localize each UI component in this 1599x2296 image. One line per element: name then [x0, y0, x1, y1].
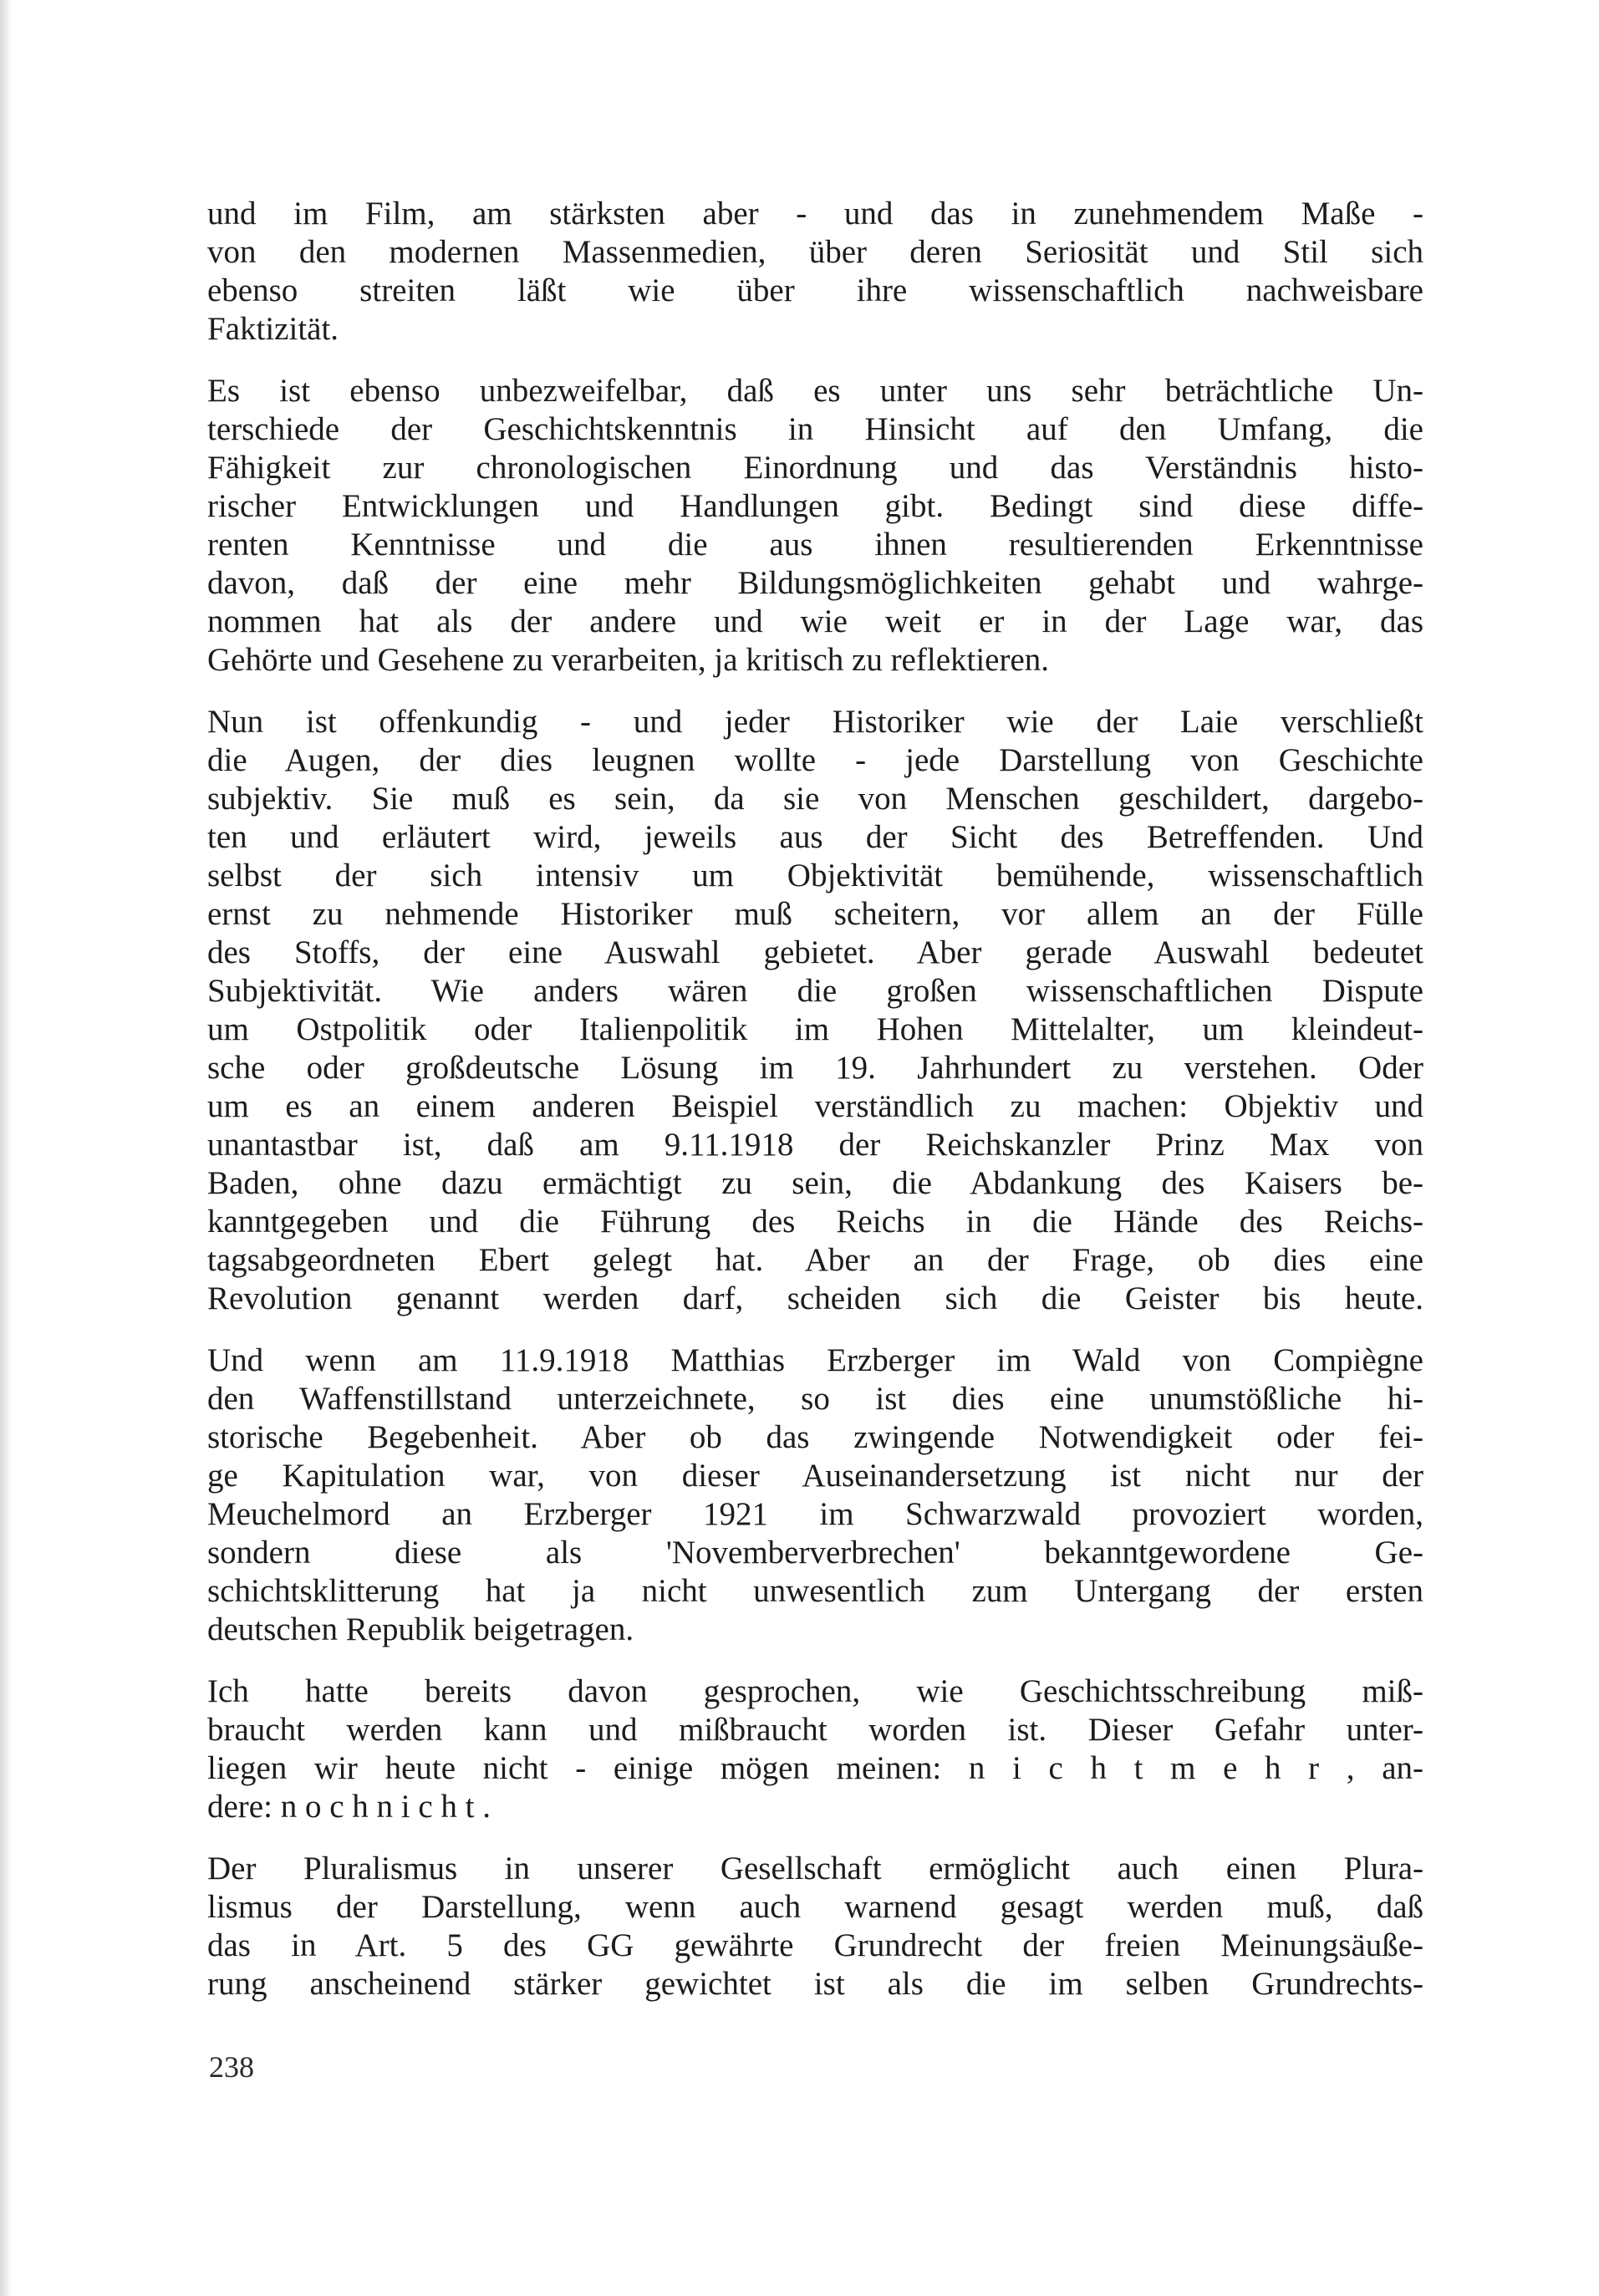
text-line: das in Art. 5 des GG gewährte Grundrecht der freien Meinungsäuße- [207, 1927, 1423, 1963]
text-line: Es ist ebenso unbezweifelbar, daß es unter uns sehr beträchtliche Un- [207, 373, 1423, 409]
body-text [207, 195, 1423, 2027]
text-line: Revolution genannt werden darf, scheiden sich die Geister bis heute. [207, 1280, 1423, 1316]
text-line: des Stoffs, der eine Auswahl gebietet. Aber gerade Auswahl bedeutet [207, 934, 1423, 970]
page-number: 238 [209, 2050, 254, 2084]
page-edge-shadow [0, 0, 12, 2296]
text-line: und im Film, am stärksten aber - und das in zunehmendem Maße - [207, 196, 1423, 232]
paragraph-1 [207, 195, 1423, 349]
text-line: ten und erläutert wird, jeweils aus der Sicht des Betreffenden. Und [207, 819, 1423, 855]
text-line: selbst der sich intensiv um Objektivität bemühende, wissenschaftlich [207, 858, 1423, 893]
text-line: Baden, ohne dazu ermächtigt zu sein, die Abdankung des Kaisers be- [207, 1165, 1423, 1201]
text-line: Subjektivität. Wie anders wären die großen wissenschaftlichen Dispute [207, 973, 1423, 1009]
text-line: ebenso streiten läßt wie über ihre wissenschaftlich nachweisbare [207, 272, 1423, 308]
text-line: rung anscheinend stärker gewichtet ist als die im selben Grundrechts- [207, 1966, 1423, 2002]
text-line: sondern diese als 'Novemberverbrechen' bekanntgewordene Ge- [207, 1535, 1423, 1571]
text-line: nommen hat als der andere und wie weit er in der Lage war, das [207, 603, 1423, 639]
text-line: davon, daß der eine mehr Bildungsmöglichkeiten gehabt und wahrge- [207, 565, 1423, 601]
paragraph-4 [207, 1341, 1423, 1649]
paragraph-5 [207, 1672, 1423, 1826]
text-line: sche oder großdeutsche Lösung im 19. Jahrhundert zu verstehen. Oder [207, 1050, 1423, 1086]
paragraph-6 [207, 1850, 1423, 2003]
text-line: rischer Entwicklungen und Handlungen gibt. Bedingt sind diese diffe- [207, 488, 1423, 524]
text-line: ge Kapitulation war, von dieser Auseinandersetzung ist nicht nur der [207, 1458, 1423, 1494]
text-line: Fähigkeit zur chronologischen Einordnung und das Verständnis histo- [207, 450, 1423, 486]
text-line: renten Kenntnisse und die aus ihnen resultierenden Erkenntnisse [207, 527, 1423, 563]
text-line: unantastbar ist, daß am 9.11.1918 der Reichskanzler Prinz Max von [207, 1127, 1423, 1163]
text-line: dere: n o c h n i c h t . [207, 1789, 491, 1825]
text-line: Ich hatte bereits davon gesprochen, wie Geschichtsschreibung miß- [207, 1673, 1423, 1709]
paragraph-3 [207, 703, 1423, 1318]
text-line: schichtsklitterung hat ja nicht unwesentlich zum Untergang der ersten [207, 1573, 1423, 1609]
text-line: ernst zu nehmende Historiker muß scheitern, vor allem an der Fülle [207, 896, 1423, 932]
text-line: Gehörte und Gesehene zu verarbeiten, ja kritisch zu reflektieren. [207, 642, 1050, 678]
text-line: lismus der Darstellung, wenn auch warnend gesagt werden muß, daß [207, 1889, 1423, 1925]
text-line: von den modernen Massenmedien, über deren Seriosität und Stil sich [207, 234, 1423, 270]
text-line: storische Begebenheit. Aber ob das zwingende Notwendigkeit oder fei- [207, 1419, 1423, 1455]
text-line: Und wenn am 11.9.1918 Matthias Erzberger im Wald von Compiègne [207, 1342, 1423, 1378]
text-line: Der Pluralismus in unserer Gesellschaft ermöglicht auch einen Plura- [207, 1851, 1423, 1886]
text-line: deutschen Republik beigetragen. [207, 1611, 634, 1647]
text-line: kanntgegeben und die Führung des Reichs in die Hände des Reichs- [207, 1204, 1423, 1240]
text-line: terschiede der Geschichtskenntnis in Hinsicht auf den Umfang, die [207, 411, 1423, 447]
text-line: subjektiv. Sie muß es sein, da sie von Menschen geschildert, dargebo- [207, 781, 1423, 817]
text-line: um es an einem anderen Beispiel verständlich zu machen: Objektiv und [207, 1088, 1423, 1124]
text-line: braucht werden kann und mißbraucht worden ist. Dieser Gefahr unter- [207, 1712, 1423, 1748]
text-line: Faktizität. [207, 311, 339, 347]
text-line: den Waffenstillstand unterzeichnete, so ist dies eine unumstößliche hi- [207, 1381, 1423, 1417]
text-line: liegen wir heute nicht - einige mögen meinen: n i c h t m e h r , an- [207, 1750, 1423, 1786]
text-line: um Ostpolitik oder Italienpolitik im Hohen Mittelalter, um kleindeut- [207, 1011, 1423, 1047]
paragraph-2 [207, 372, 1423, 680]
text-line: tagsabgeordneten Ebert gelegt hat. Aber an der Frage, ob dies eine [207, 1242, 1423, 1278]
text-line: die Augen, der dies leugnen wollte - jede Darstellung von Geschichte [207, 742, 1423, 778]
text-line: Nun ist offenkundig - und jeder Historiker wie der Laie verschließt [207, 704, 1423, 740]
text-line: Meuchelmord an Erzberger 1921 im Schwarzwald provoziert worden, [207, 1496, 1423, 1532]
